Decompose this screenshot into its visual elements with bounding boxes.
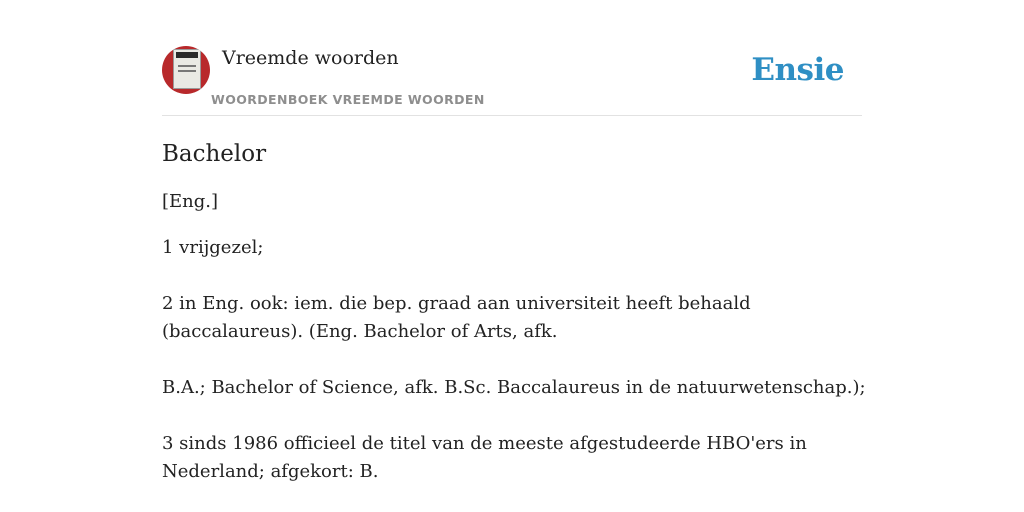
dictionary-title-link[interactable]: Vreemde woorden bbox=[222, 47, 399, 69]
book-cover-icon bbox=[173, 49, 201, 89]
entry-title: Bachelor bbox=[162, 141, 267, 167]
entry-definition: 1 vrijgezel; 2 in Eng. ook: iem. die bep. graad aan universiteit heeft behaald (baccalaureus). (Eng. Bachelor of Arts, afk. B.A.; Bachelor of Science, afk. B.Sc. Baccalaureus in de natuurwetenschap.); 3 sinds 1986 officieel de titel van de meeste afgestudeerde HBO'ers in Nederland; afgekort: B. bbox=[162, 237, 866, 482]
site-header bbox=[162, 46, 862, 116]
dictionary-subtitle: WOORDENBOEK VREEMDE WOORDEN bbox=[211, 92, 485, 107]
ensie-logo[interactable]: Ensie bbox=[751, 52, 844, 88]
entry-origin: [Eng.] bbox=[162, 191, 219, 212]
dictionary-avatar[interactable] bbox=[162, 46, 210, 94]
entry-content bbox=[162, 136, 872, 486]
